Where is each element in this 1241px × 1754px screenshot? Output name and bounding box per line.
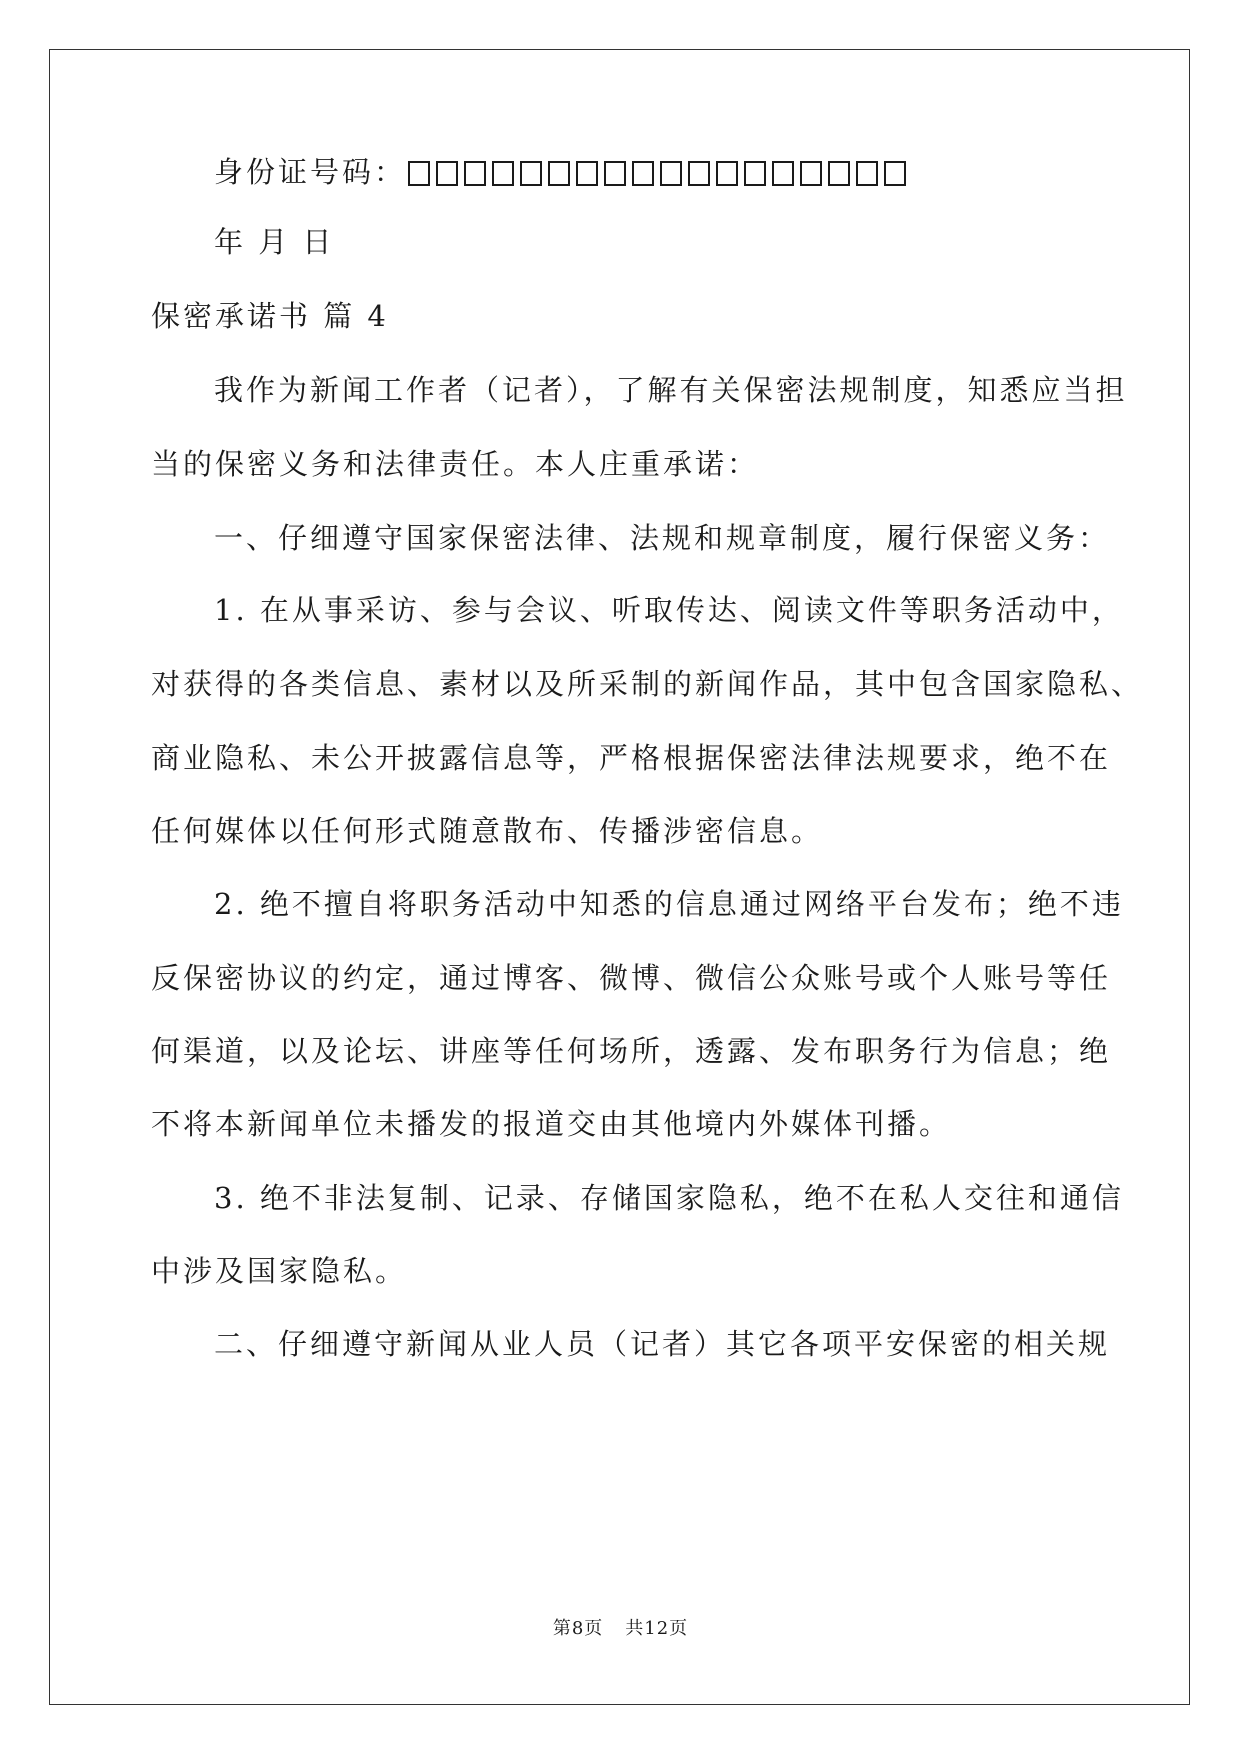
id-digit-box	[604, 161, 626, 186]
id-digit-box	[744, 161, 766, 186]
id-digit-box	[772, 161, 794, 186]
id-digit-box	[632, 161, 654, 186]
page-footer	[0, 1614, 1241, 1640]
footer-page-suffix: 页	[584, 1618, 604, 1639]
id-digit-box	[408, 161, 430, 186]
id-digit-box	[576, 161, 598, 186]
footer-page-number: 8	[571, 1618, 585, 1639]
paragraph-line: 我作为新闻工作者（记者），了解有关保密法规制度，知悉应当担	[214, 373, 1128, 407]
paragraph-line: 3. 绝不非法复制、记录、存储国家隐私，绝不在私人交往和通信	[214, 1181, 1124, 1215]
id-digit-box	[436, 161, 458, 186]
section-heading: 保密承诺书 篇 4	[151, 299, 389, 333]
id-digit-box	[884, 161, 906, 186]
paragraph-line: 不将本新闻单位未播发的报道交由其他境内外媒体刊播。	[151, 1107, 952, 1141]
paragraph-line: 1. 在从事采访、参与会议、听取传达、阅读文件等职务活动中，	[214, 593, 1124, 627]
id-digit-box	[828, 161, 850, 186]
footer-total-pages: 12	[644, 1618, 670, 1639]
paragraph-line: 当的保密义务和法律责任。本人庄重承诺：	[151, 447, 760, 481]
id-number-line	[214, 152, 1174, 196]
paragraph-line: 商业隐私、未公开披露信息等，严格根据保密法律法规要求，绝不在	[151, 741, 1112, 775]
id-digit-box	[548, 161, 570, 186]
paragraph-line: 任何媒体以任何形式随意散布、传播涉密信息。	[151, 814, 824, 848]
footer-prefix: 第	[552, 1618, 572, 1639]
paragraph-line: 对获得的各类信息、素材以及所采制的新闻作品，其中包含国家隐私、	[151, 667, 1144, 701]
id-digit-box	[856, 161, 878, 186]
id-digit-box	[688, 161, 710, 186]
paragraph-line: 何渠道，以及论坛、讲座等任何场所，透露、发布职务行为信息；绝	[151, 1034, 1112, 1068]
paragraph-line: 2. 绝不擅自将职务活动中知悉的信息通过网络平台发布；绝不违	[214, 887, 1124, 921]
id-digit-box	[660, 161, 682, 186]
id-number-boxes	[408, 156, 912, 196]
footer-total-prefix: 共	[625, 1618, 645, 1639]
paragraph-line: 二、仔细遵守新闻从业人员（记者）其它各项平安保密的相关规	[214, 1327, 1111, 1361]
date-line: 年 月 日	[214, 225, 335, 259]
id-digit-box	[520, 161, 542, 186]
paragraph-line: 中涉及国家隐私。	[151, 1254, 408, 1288]
id-digit-box	[464, 161, 486, 186]
id-digit-box	[492, 161, 514, 186]
footer-total-suffix: 页	[669, 1618, 689, 1639]
id-number-label: 身份证号码：	[214, 155, 407, 189]
paragraph-line: 反保密协议的约定，通过博客、微博、微信公众账号或个人账号等任	[151, 961, 1112, 995]
paragraph-line: 一、仔细遵守国家保密法律、法规和规章制度，履行保密义务：	[214, 521, 1111, 555]
id-digit-box	[716, 161, 738, 186]
id-digit-box	[800, 161, 822, 186]
